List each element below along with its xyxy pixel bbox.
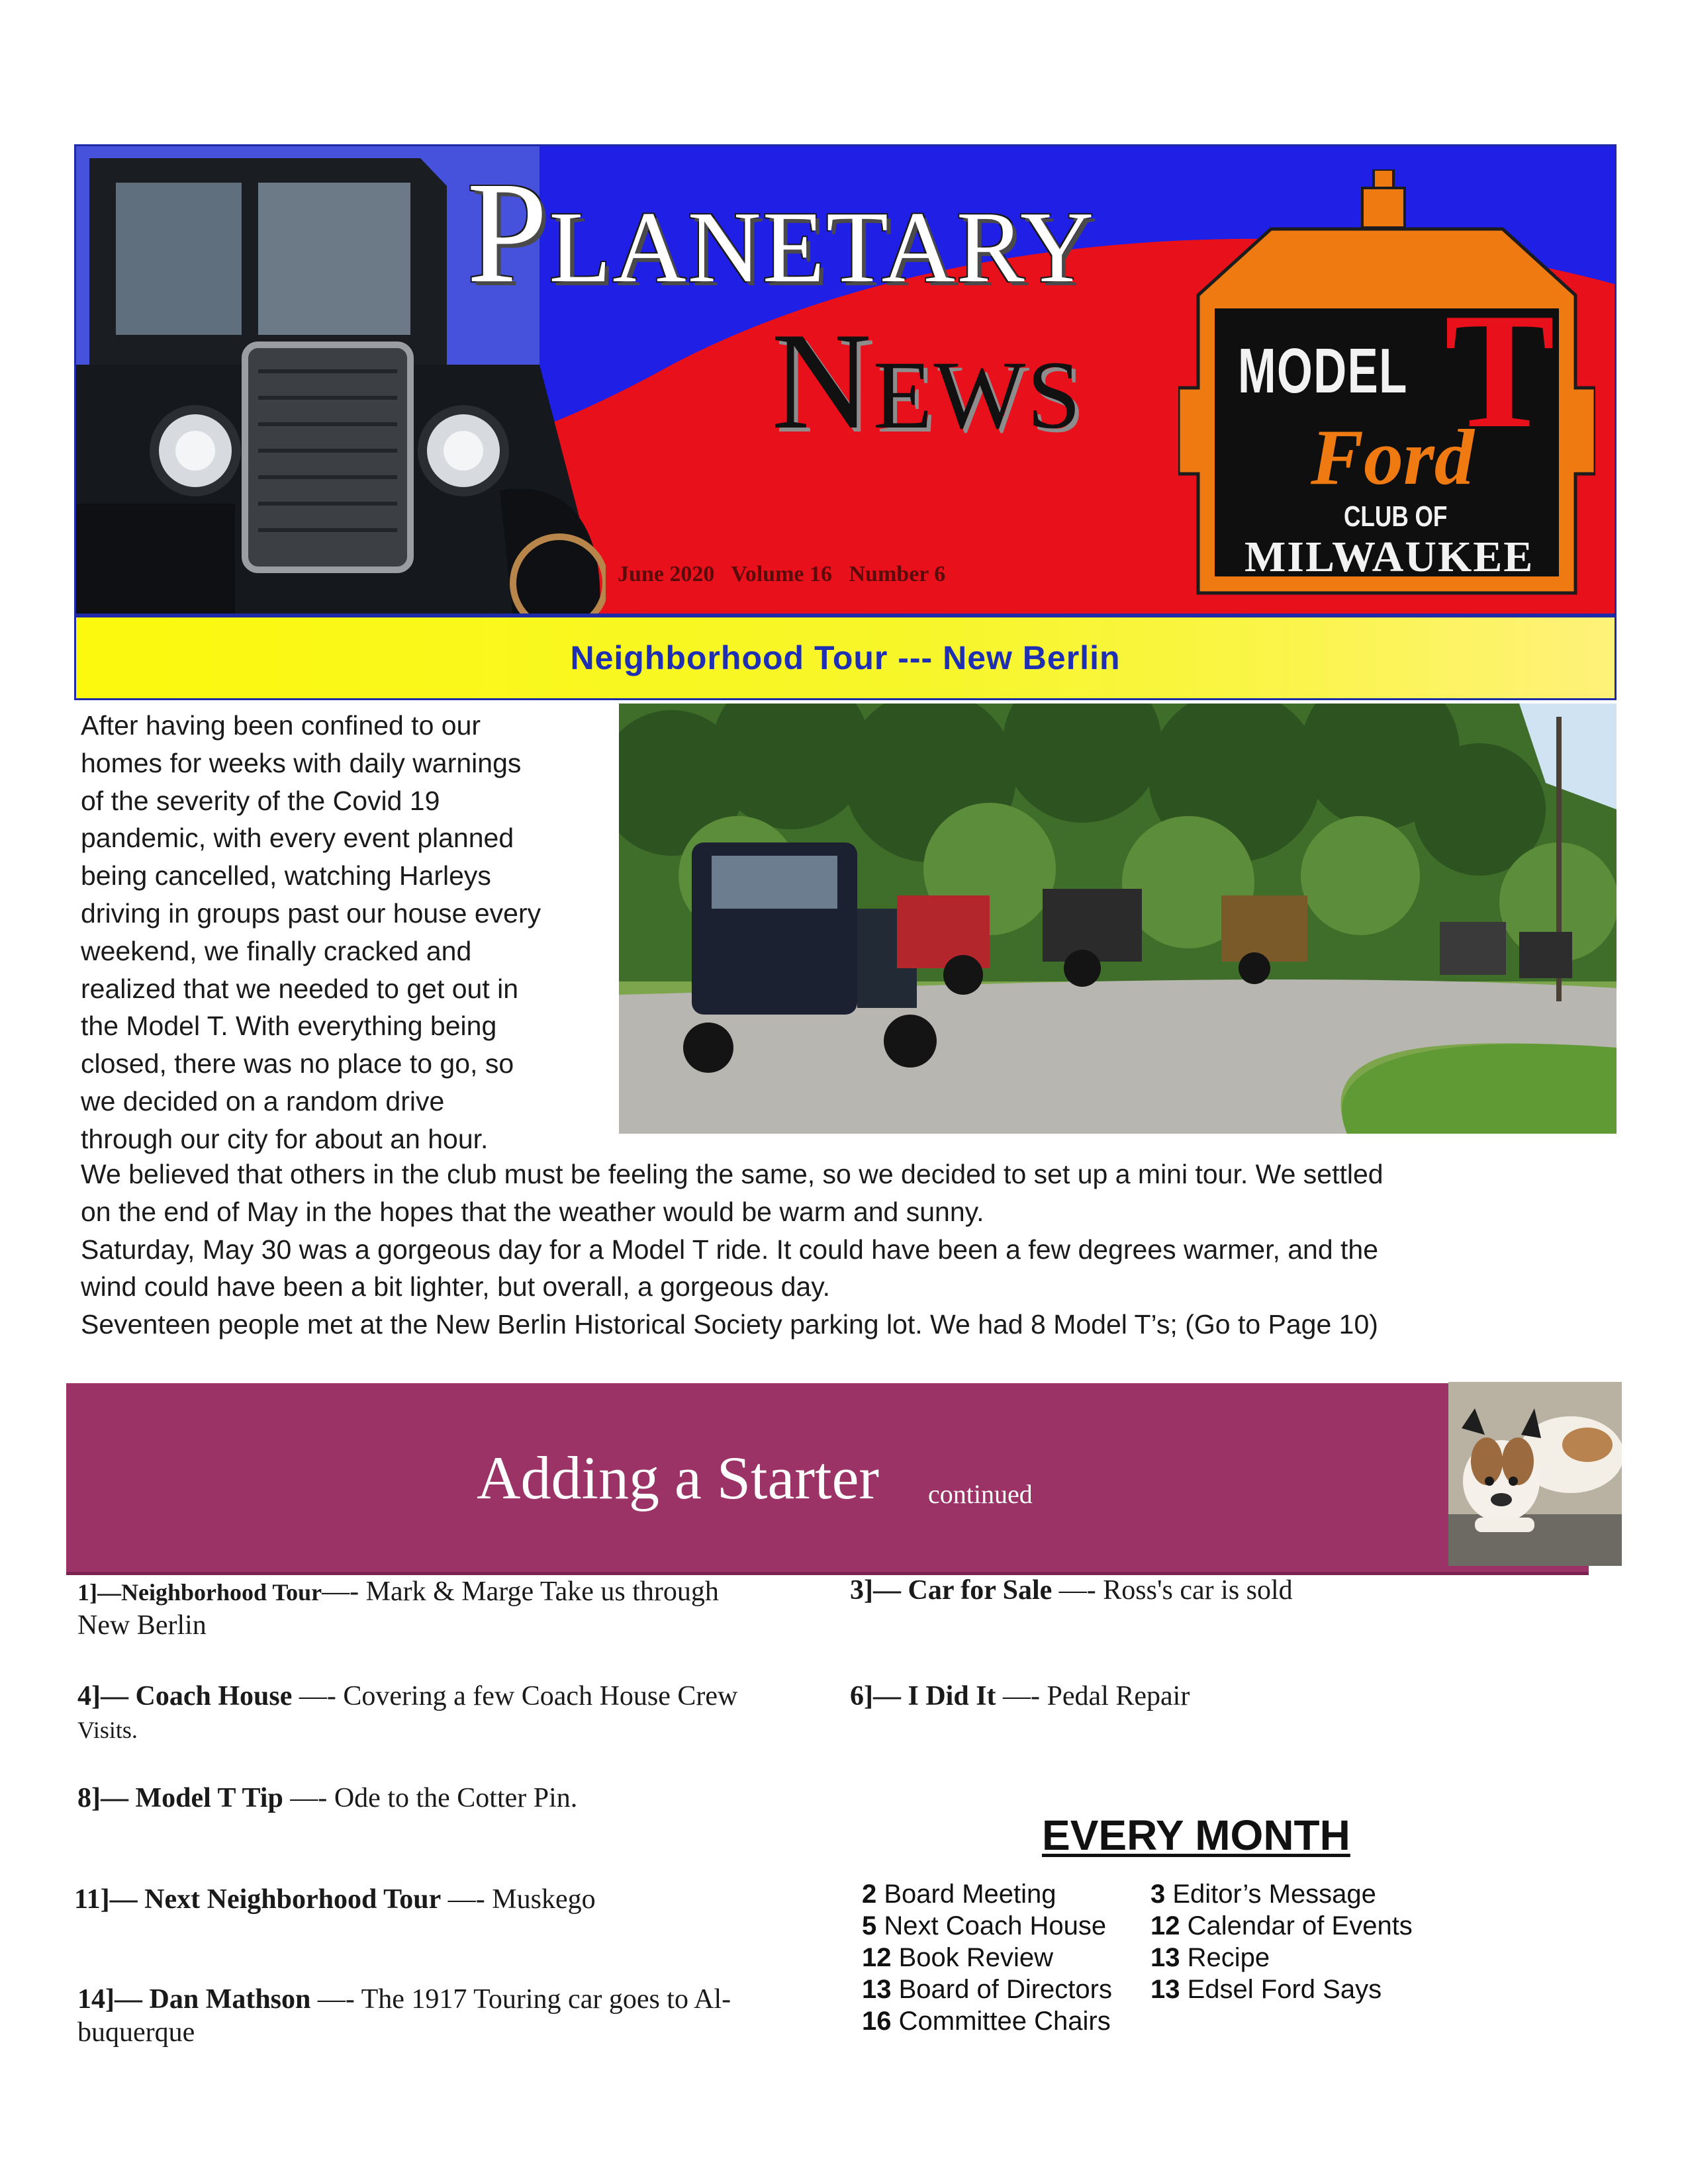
bulldog-image bbox=[1448, 1382, 1622, 1566]
lead-line: of the severity of the Covid 19 bbox=[81, 785, 440, 816]
lead-line: After having been confined to our bbox=[81, 710, 481, 741]
lead-article-body bbox=[81, 1156, 1617, 1343]
issue-info: June 2020 Volume 16 Number 6 bbox=[618, 562, 946, 586]
toc-description: Pedal Repair bbox=[1040, 1681, 1190, 1711]
item-label: Committee Chairs bbox=[891, 2007, 1111, 2036]
lead-line: the Model T. With everything being bbox=[81, 1011, 497, 1042]
logo-club-of-text: CLUB OF bbox=[1344, 500, 1448, 533]
logo-model-text: MODEL bbox=[1238, 336, 1408, 406]
item-label: Board Meeting bbox=[876, 1880, 1056, 1909]
every-month-item[interactable] bbox=[1150, 1942, 1413, 1974]
toc-title: Neighborhood Tour bbox=[121, 1579, 322, 1606]
toc-number: 3]— bbox=[850, 1575, 901, 1606]
toc-separator: —- bbox=[317, 1984, 355, 2015]
item-label: Recipe bbox=[1180, 1943, 1270, 1972]
every-month-list-left bbox=[862, 1878, 1112, 2037]
every-month-item[interactable] bbox=[862, 1910, 1112, 1942]
every-month-item[interactable] bbox=[862, 2005, 1112, 2037]
item-label: Calendar of Events bbox=[1180, 1911, 1413, 1940]
every-month-item[interactable] bbox=[1150, 1974, 1413, 2005]
lead-article-column bbox=[81, 707, 610, 1158]
headline-bar bbox=[74, 615, 1617, 700]
toc-title: I Did It bbox=[908, 1681, 996, 1711]
lead-line: being cancelled, watching Harleys bbox=[81, 860, 491, 891]
toc-description: The 1917 Touring car goes to Al- bbox=[354, 1984, 731, 2015]
every-month-item[interactable] bbox=[1150, 1878, 1413, 1910]
toc-item-next-neighborhood-tour[interactable] bbox=[74, 1883, 835, 1916]
model-t-tour-photo bbox=[619, 704, 1617, 1134]
club-logo bbox=[1178, 169, 1595, 613]
headline-title: Neighborhood Tour --- New Berlin bbox=[570, 639, 1121, 676]
lead-line: wind could have been a bit lighter, but overall, a gorgeous day. bbox=[81, 1271, 831, 1302]
toc-item-car-for-sale[interactable] bbox=[850, 1574, 1578, 1607]
toc-item-dan-mathson[interactable] bbox=[77, 1983, 806, 2049]
masthead bbox=[74, 144, 1617, 615]
every-month-item[interactable] bbox=[862, 1974, 1112, 2005]
lead-line: pandemic, with every event planned bbox=[81, 823, 514, 854]
item-label: Editor’s Message bbox=[1165, 1880, 1376, 1909]
toc-description-cont: Visits. bbox=[77, 1717, 138, 1743]
toc-separator: —- bbox=[299, 1681, 336, 1711]
lead-line: homes for weeks with daily warnings bbox=[81, 747, 522, 778]
toc-description-cont: New Berlin bbox=[77, 1610, 207, 1641]
toc-title: Next Neighborhood Tour bbox=[144, 1884, 442, 1915]
lead-line: closed, there was no place to go, so bbox=[81, 1048, 514, 1079]
lead-line: Saturday, May 30 was a gorgeous day for a Model T ride. It could have been a few degrees warmer, and the bbox=[81, 1234, 1379, 1265]
every-month-list-right bbox=[1150, 1878, 1413, 2005]
feature-subtitle: continued bbox=[928, 1479, 1033, 1509]
lead-line: on the end of May in the hopes that the weather would be warm and sunny. bbox=[81, 1196, 984, 1227]
toc-description-cont: buquerque bbox=[77, 2017, 195, 2048]
item-label: Next Coach House bbox=[876, 1911, 1107, 1940]
every-month-item[interactable] bbox=[862, 1942, 1112, 1974]
logo-t-letter: T bbox=[1444, 279, 1555, 463]
page-number: 3 bbox=[1150, 1880, 1166, 1909]
lead-line: through our city for about an hour. bbox=[81, 1123, 489, 1154]
logo-ford-script: Ford bbox=[1311, 413, 1474, 501]
toc-description: Ross's car is sold bbox=[1096, 1575, 1293, 1606]
toc-item-model-t-tip[interactable] bbox=[77, 1782, 839, 1815]
toc-item-i-did-it[interactable] bbox=[850, 1680, 1578, 1713]
page-number: 12 bbox=[862, 1943, 892, 1972]
toc-number: 11]— bbox=[74, 1884, 138, 1915]
toc-title: Model T Tip bbox=[135, 1783, 283, 1813]
toc-separator: —- bbox=[290, 1783, 328, 1813]
every-month-title: EVERY MONTH bbox=[1042, 1811, 1350, 1859]
item-label: Edsel Ford Says bbox=[1180, 1975, 1382, 2004]
newsletter-title-line2: News bbox=[771, 304, 1082, 458]
page-number: 12 bbox=[1150, 1911, 1180, 1940]
item-label: Book Review bbox=[891, 1943, 1054, 1972]
toc-separator: —- bbox=[1058, 1575, 1096, 1606]
page-number: 13 bbox=[1150, 1943, 1180, 1972]
tour-photo-image bbox=[619, 704, 1617, 1134]
toc-description: Mark & Marge Take us through bbox=[359, 1576, 719, 1607]
feature-title: Adding a Starter bbox=[477, 1444, 880, 1512]
toc-number: 4]— bbox=[77, 1681, 128, 1711]
logo-milwaukee-text: MILWAUKEE bbox=[1244, 533, 1534, 581]
toc-description: Muskego bbox=[485, 1884, 596, 1915]
page-number: 13 bbox=[862, 1975, 892, 2004]
toc-number: 6]— bbox=[850, 1681, 901, 1711]
toc-item-neighborhood-tour[interactable] bbox=[77, 1575, 806, 1642]
toc-description: Covering a few Coach House Crew bbox=[336, 1681, 738, 1711]
toc-number: 14]— bbox=[77, 1984, 142, 2015]
lead-line: weekend, we finally cracked and bbox=[81, 935, 472, 966]
every-month-item[interactable] bbox=[862, 1878, 1112, 1910]
toc-title: Car for Sale bbox=[908, 1575, 1053, 1606]
lead-line: We believed that others in the club must be feeling the same, so we decided to set up a mini tour. We settled bbox=[81, 1159, 1383, 1189]
toc-description: Ode to the Cotter Pin. bbox=[327, 1783, 578, 1813]
dog-photo bbox=[1448, 1382, 1622, 1566]
toc-separator: —- bbox=[1003, 1681, 1041, 1711]
toc-separator: —- bbox=[322, 1576, 359, 1607]
every-month-item[interactable] bbox=[1150, 1910, 1413, 1942]
newsletter-title-line1: Planetary bbox=[467, 152, 1096, 313]
toc-separator: —- bbox=[447, 1884, 485, 1915]
toc-item-coach-house[interactable] bbox=[77, 1680, 839, 1747]
lead-line: realized that we needed to get out in bbox=[81, 973, 519, 1004]
lead-line: driving in groups past our house every bbox=[81, 897, 541, 929]
toc-number: 8]— bbox=[77, 1783, 128, 1813]
toc-title: Dan Mathson bbox=[149, 1984, 311, 2015]
item-label: Board of Directors bbox=[891, 1975, 1112, 2004]
lead-line: Seventeen people met at the New Berlin Historical Society parking lot. We had 8 Model T’s; (Go to Page 10) bbox=[81, 1309, 1378, 1340]
toc-number: 1]— bbox=[77, 1579, 121, 1606]
page-number: 5 bbox=[862, 1911, 877, 1940]
lead-line: we decided on a random drive bbox=[81, 1085, 445, 1116]
page-number: 16 bbox=[862, 2007, 892, 2036]
toc-title: Coach House bbox=[135, 1681, 293, 1711]
page-number: 2 bbox=[862, 1880, 877, 1909]
page-number: 13 bbox=[1150, 1975, 1180, 2004]
